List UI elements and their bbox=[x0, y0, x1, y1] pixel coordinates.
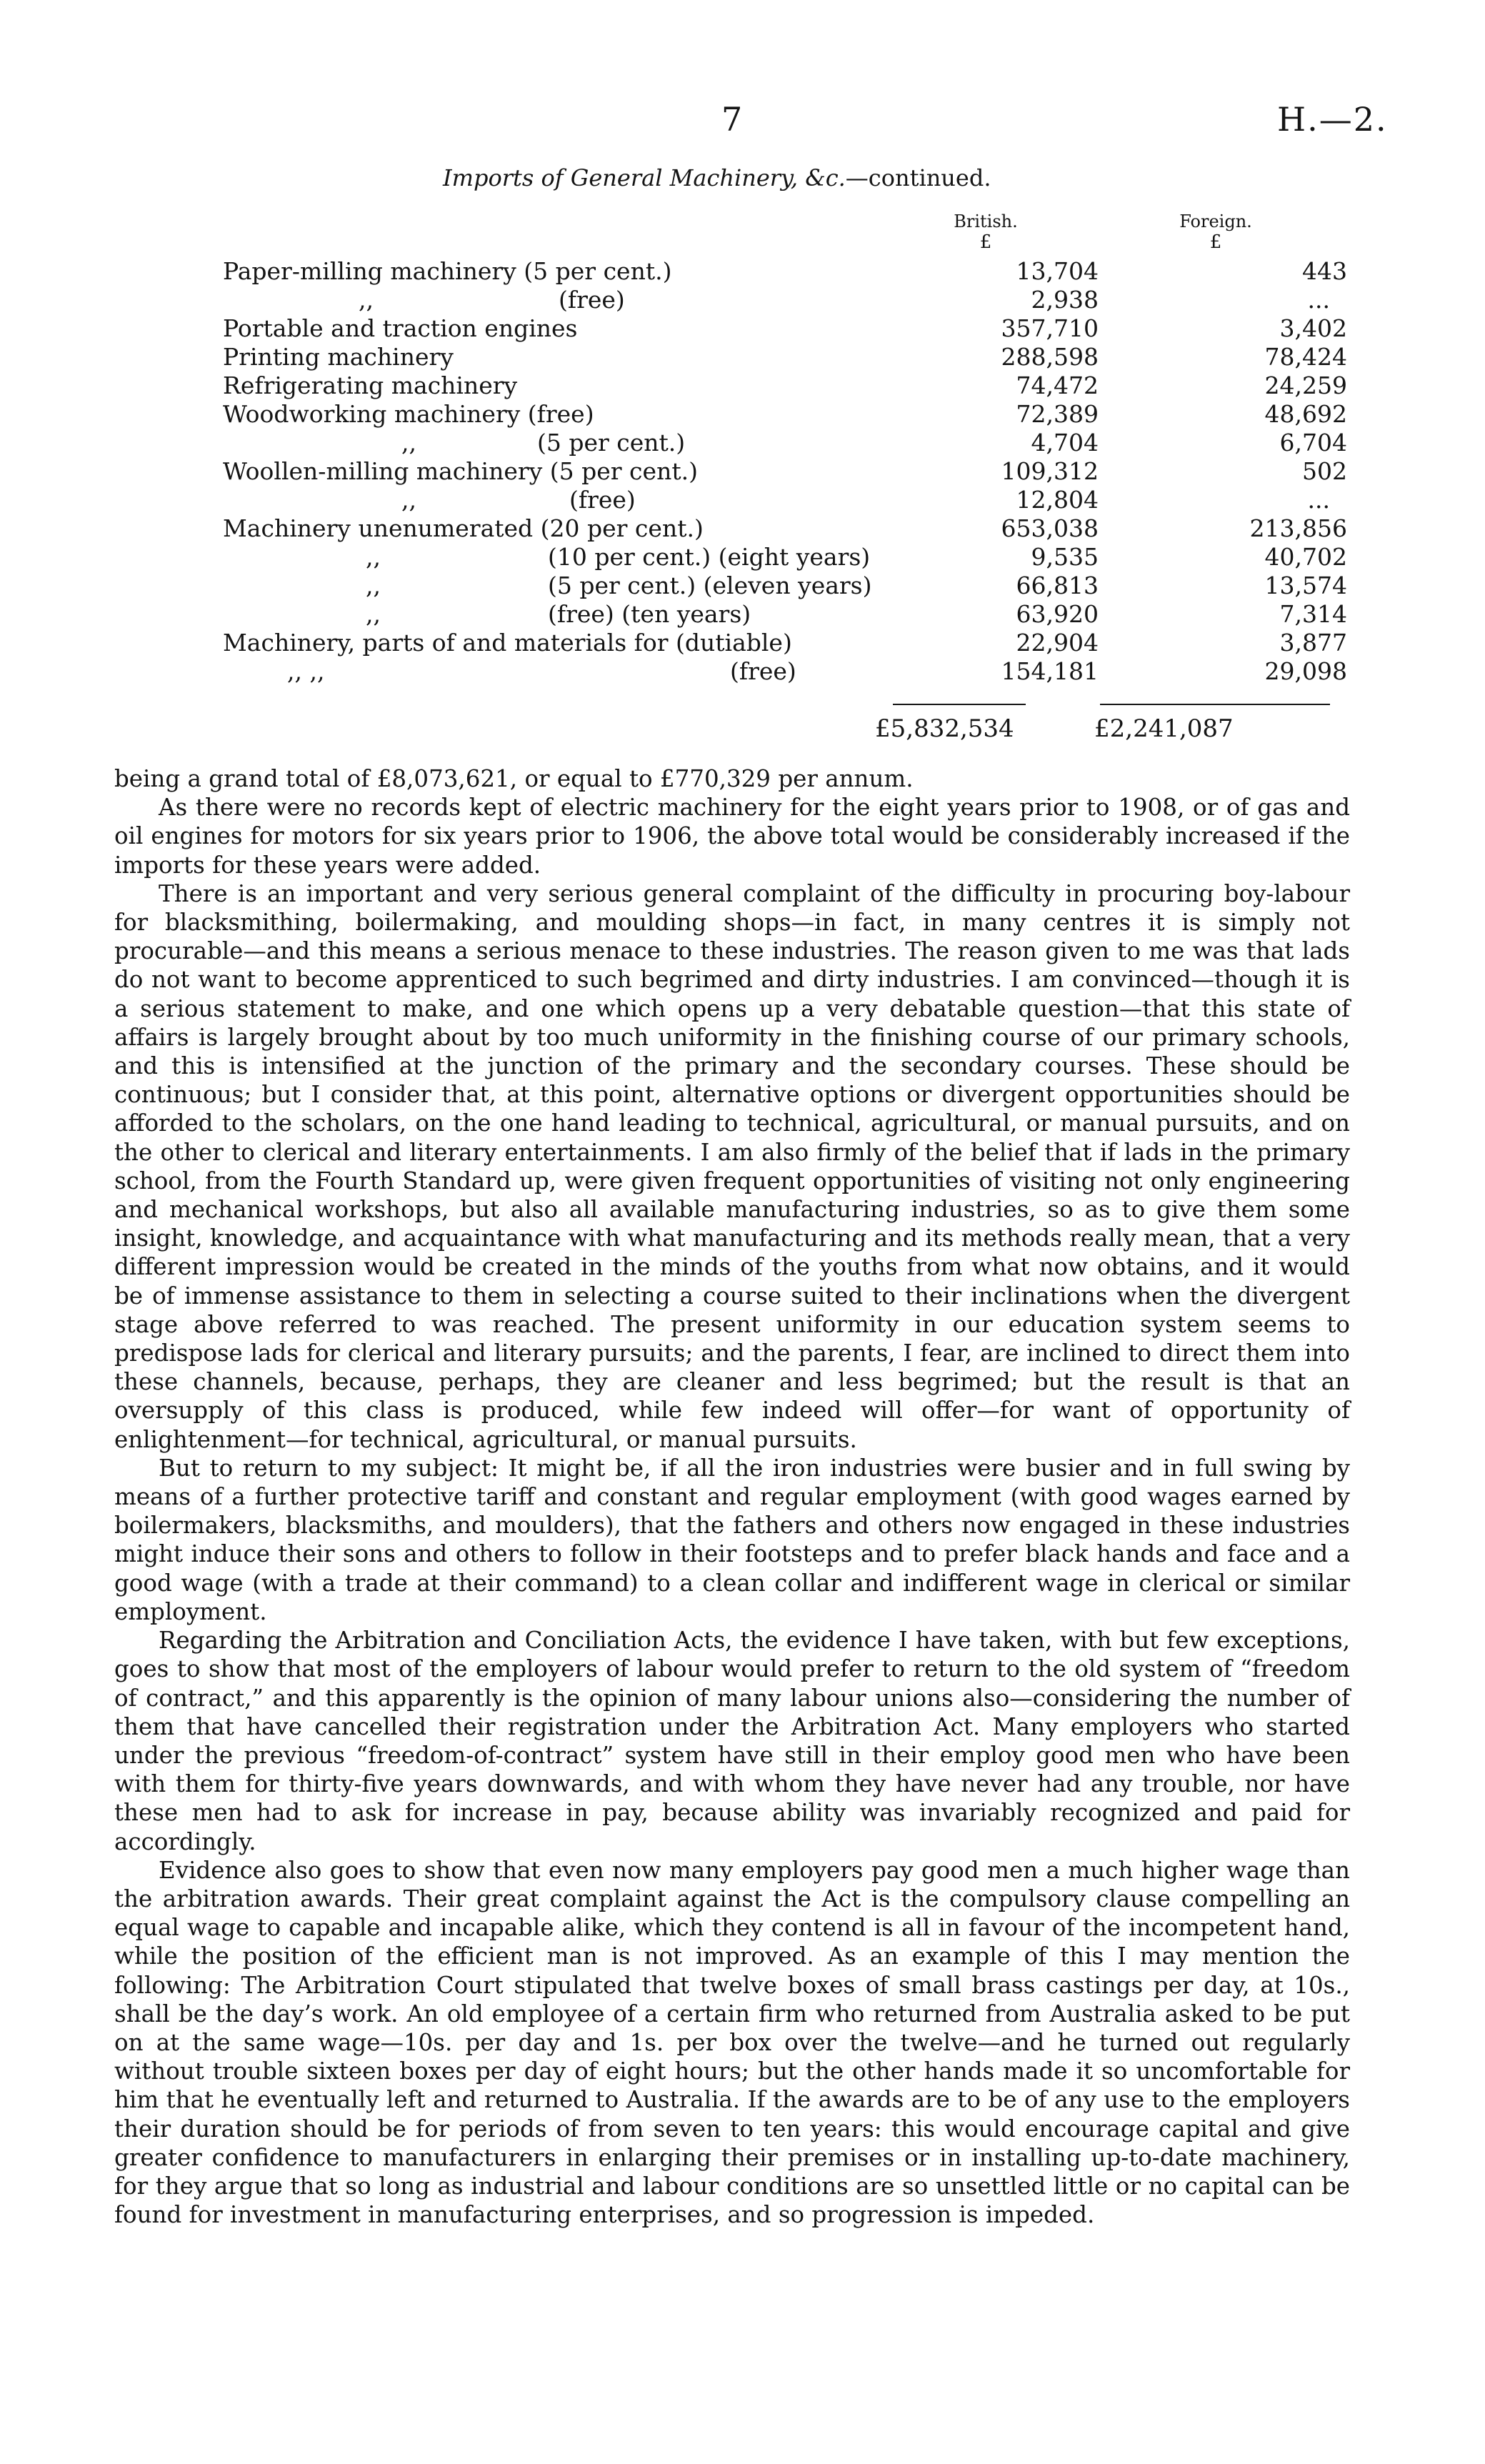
table-row bbox=[223, 657, 1351, 686]
british-value: 109,312 bbox=[1001, 457, 1099, 485]
body-text bbox=[114, 764, 1350, 2229]
foreign-value: 3,877 bbox=[1279, 629, 1347, 657]
row-label: Printing machinery bbox=[223, 343, 454, 371]
british-value: 653,038 bbox=[1001, 514, 1099, 542]
row-label: ,, bbox=[366, 600, 381, 628]
row-label: Woollen-milling machinery (5 per cent.) bbox=[223, 457, 698, 485]
british-value: 9,535 bbox=[1031, 543, 1099, 571]
row-label: Machinery unenumerated (20 per cent.) bbox=[223, 514, 704, 542]
row-sublabel: (free) bbox=[559, 286, 625, 314]
column-label-british: British. bbox=[954, 211, 1018, 231]
foreign-value: ... bbox=[1307, 286, 1330, 314]
table-row bbox=[223, 514, 1351, 543]
row-label: ,, ,, bbox=[287, 657, 325, 685]
row-label: Machinery, parts of and materials for (dutiable) bbox=[223, 629, 792, 657]
table-row bbox=[223, 343, 1351, 371]
row-label: ,, bbox=[359, 286, 374, 314]
table-title-main: Imports of General Machinery, &c. bbox=[443, 164, 846, 191]
table-row bbox=[223, 257, 1351, 286]
page-number: 7 bbox=[721, 100, 743, 139]
british-value: 4,704 bbox=[1031, 429, 1099, 457]
british-value: 63,920 bbox=[1016, 600, 1099, 628]
foreign-value: 7,314 bbox=[1279, 600, 1347, 628]
table-row bbox=[223, 286, 1351, 314]
foreign-value: 29,098 bbox=[1264, 657, 1347, 685]
foreign-value: 213,856 bbox=[1249, 514, 1347, 542]
document-reference: H.—2. bbox=[1277, 100, 1388, 139]
foreign-value: 3,402 bbox=[1279, 314, 1347, 342]
total-british: £5,832,534 bbox=[875, 714, 1014, 743]
table-row bbox=[223, 429, 1351, 457]
total-foreign: £2,241,087 bbox=[1094, 714, 1234, 743]
row-label: ,, bbox=[401, 486, 416, 514]
table-row bbox=[223, 543, 1351, 572]
paragraph: As there were no records kept of electric machinery for the eight years prior to 1908, or of gas and oil engines for motors for six years prior to 1906, the above total would be considerably increased if the imports for these years were added. bbox=[114, 794, 1350, 879]
paragraph: Evidence also goes to show that even now many employers pay good men a much higher wage than the arbitration awards. Their great complaint against the Act is the compulsory clause compelling an equal wage to capable and incapable alike, which they contend is all in favour of the incompetent hand, while the position of the efficient man is not improved. As an example of this I may mention the following: The Arbitration Court stipulated that twelve boxes of small brass castings per day, at 10s., shall be the day’s work. An old employee of a certain firm who returned from Australia asked to be put on at the same wage—10s. per day and 1s. per box over the twelve—and he turned out regularly without trouble sixteen boxes per day of eight hours; but the other hands made it so uncomfortable for him that he eventually left and returned to Australia. If the awards are to be of any use to the employers their duration should be for periods of from seven to ten years: this would encourage capital and give greater confidence to manufacturers in enlarging their premises or in installing up-to-date machinery, for they argue that so long as industrial and labour conditions are so unsettled little or no capital can be found for investment in manufacturing enterprises, and so progression is impeded. bbox=[114, 1856, 1350, 2229]
row-sublabel: (free) bbox=[730, 657, 796, 685]
row-label: ,, bbox=[366, 543, 381, 571]
row-label: Refrigerating machinery bbox=[223, 371, 518, 399]
paragraph: Regarding the Arbitration and Conciliation Acts, the evidence I have taken, with but few exceptions, goes to show that most of the employers of labour would prefer to return to the old system of “freedom of contract,” and this apparently is the opinion of many labour unions also—considering the number of them that have cancelled their registration under the Arbitration Act. Many employers who started under the previous “freedom-of-contract” system have still in their employ good men who have been with them for thirty-five years downwards, and with whom they have never had any trouble, nor have these men had to ask for increase in pay, because ability was invariably recognized and paid for accordingly. bbox=[114, 1627, 1350, 1855]
paragraph: But to return to my subject: It might be, if all the iron industries were busier and in full swing by means of a further protective tariff and constant and regular employment (with good wages earned by boilermakers, blacksmiths, and moulders), that the fathers and others now engaged in these industries might induce their sons and others to follow in their footsteps and to prefer black hands and face and a good wage (with a trade at their command) to a clean collar and indifferent wage in clerical or similar employment. bbox=[114, 1454, 1350, 1625]
row-sublabel: (free) (ten years) bbox=[548, 600, 751, 628]
british-value: 357,710 bbox=[1001, 314, 1099, 342]
british-value: 154,181 bbox=[1001, 657, 1099, 685]
table-row bbox=[223, 457, 1351, 486]
foreign-value: 443 bbox=[1302, 257, 1347, 285]
foreign-value: ... bbox=[1307, 486, 1330, 514]
british-value: 288,598 bbox=[1001, 343, 1099, 371]
foreign-value: 6,704 bbox=[1279, 429, 1347, 457]
table-row bbox=[223, 572, 1351, 600]
british-value: 72,389 bbox=[1016, 400, 1099, 428]
row-label: Paper-milling machinery (5 per cent.) bbox=[223, 257, 672, 285]
column-header-foreign bbox=[1151, 211, 1280, 253]
paragraph: being a grand total of £8,073,621, or equal to £770,329 per annum. bbox=[114, 765, 914, 792]
row-sublabel: (10 per cent.) (eight years) bbox=[548, 543, 871, 571]
row-sublabel: (free) bbox=[569, 486, 636, 514]
total-rule-foreign bbox=[1100, 704, 1330, 705]
row-label: Portable and traction engines bbox=[223, 314, 578, 342]
paragraph: There is an important and very serious general complaint of the difficulty in procuring boy-labour for blacksmithing, boilermaking, and moulding shops—in fact, in many centres it is simply not procurable—and this means a serious menace to these industries. The reason given to me was that lads do not want to become apprenticed to such begrimed and dirty industries. I am convinced—though it is a serious statement to make, and one which opens up a very debatable question—that this state of affairs is largely brought about by too much uniformity in the finishing course of our primary schools, and this is intensified at the junction of the primary and the secondary courses. These should be continuous; but I consider that, at this point, alternative options or divergent opportunities should be afforded to the scholars, on the one hand leading to technical, agricultural, or manual pursuits, and on the other to clerical and literary entertainments. I am also firmly of the belief that if lads in the primary school, from the Fourth Standard up, were given frequent opportunities of visiting not only engineering and mechanical workshops, but also all available manufacturing industries, so as to give them some insight, knowledge, and acquaintance with what manufacturing and its methods really mean, that a very different impression would be created in the minds of the youths from what now obtains, and it would be of immense assistance to them in selecting a course suited to their inclinations when the divergent stage above referred to was reached. The present uniformity in our education system seems to predispose lads for clerical and literary pursuits; and the parents, I fear, are inclined to direct them into these channels, because, perhaps, they are cleaner and less begrimed; but the result is that an oversupply of this class is produced, while few indeed will offer—for want of opportunity of enlightenment—for technical, agricultural, or manual pursuits. bbox=[114, 879, 1350, 1453]
foreign-value: 502 bbox=[1302, 457, 1347, 485]
table-title bbox=[443, 164, 991, 191]
row-sublabel: (5 per cent.) bbox=[537, 429, 686, 457]
imports-table bbox=[223, 257, 1351, 686]
foreign-value: 24,259 bbox=[1264, 371, 1347, 399]
row-label: Woodworking machinery (free) bbox=[223, 400, 594, 428]
british-value: 74,472 bbox=[1016, 371, 1099, 399]
table-title-suffix: —continued. bbox=[845, 164, 991, 191]
british-value: 12,804 bbox=[1016, 486, 1099, 514]
table-row bbox=[223, 600, 1351, 629]
table-row bbox=[223, 314, 1351, 343]
total-rule-british bbox=[893, 704, 1026, 705]
currency-symbol-british: £ bbox=[979, 231, 992, 253]
table-row bbox=[223, 486, 1351, 514]
foreign-value: 40,702 bbox=[1264, 543, 1347, 571]
row-label: ,, bbox=[366, 572, 381, 599]
foreign-value: 48,692 bbox=[1264, 400, 1347, 428]
british-value: 13,704 bbox=[1016, 257, 1099, 285]
table-row bbox=[223, 371, 1351, 400]
foreign-value: 78,424 bbox=[1264, 343, 1347, 371]
british-value: 2,938 bbox=[1031, 286, 1099, 314]
row-label: ,, bbox=[401, 429, 416, 457]
british-value: 22,904 bbox=[1016, 629, 1099, 657]
column-header-british bbox=[921, 211, 1050, 253]
table-row bbox=[223, 400, 1351, 429]
column-label-foreign: Foreign. bbox=[1179, 211, 1252, 231]
row-sublabel: (5 per cent.) (eleven years) bbox=[548, 572, 872, 599]
british-value: 66,813 bbox=[1016, 572, 1099, 599]
foreign-value: 13,574 bbox=[1264, 572, 1347, 599]
table-row bbox=[223, 629, 1351, 657]
currency-symbol-foreign: £ bbox=[1209, 231, 1222, 253]
